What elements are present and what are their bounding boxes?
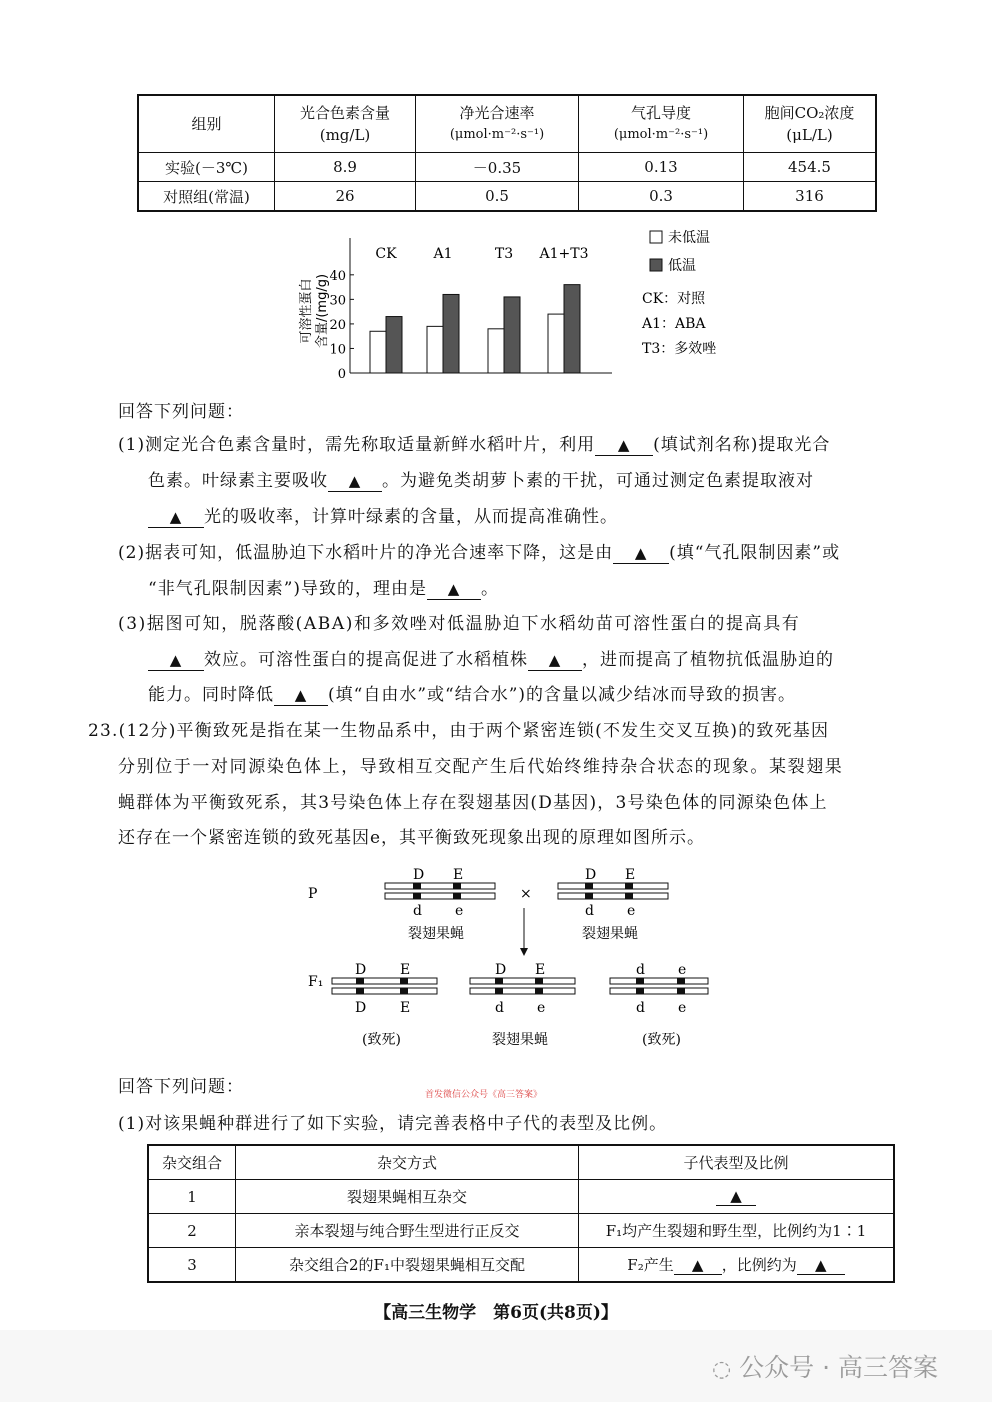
q23-line3: 蝇群体为平衡致死系，其3号染色体上存在裂翅基因(D基因)，3号染色体的同源染色体上 [118, 793, 828, 813]
bar-cold [386, 317, 402, 373]
parent-2-chromosomes [558, 867, 668, 942]
svg-text:E: E [625, 867, 636, 883]
table-row: 2 亲本裂翅与纯合野生型进行正反交 F₁均产生裂翅和野生型，比例约为1∶1 [148, 1214, 894, 1248]
q22-part3-line3: 能力。同时降低 ▲ (填“自由水”或“结合水”)的含量以减少结冰而导致的损害。 [148, 685, 797, 705]
th-co2: 胞间CO₂浓度 (μL/L) [744, 95, 877, 153]
svg-text:裂翅果蝇: 裂翅果蝇 [582, 926, 638, 942]
th-net-rate: 净光合速率 (μmol·m⁻²·s⁻¹) [416, 95, 579, 153]
bar-no-cold [488, 329, 504, 373]
svg-text:e: e [455, 903, 464, 919]
cross-arrow [520, 908, 528, 956]
f1-lethal-de [610, 962, 708, 1048]
table-row: 1 裂翅果蝇相互杂交 ▲ [148, 1180, 894, 1214]
svg-text:D: D [355, 1000, 367, 1016]
th-stomatal: 气孔导度 (μmol·m⁻²·s⁻¹) [579, 95, 744, 153]
q23-part1: (1)对该果蝇种群进行了如下实验，请完善表格中子代的表型及比例。 [118, 1114, 668, 1134]
q22-part2-line2: “非气孔限制因素”)导致的，理由是 ▲ 。 [148, 579, 500, 599]
wechat-watermark: ◌ 公众号 · 高三答案 [712, 1353, 938, 1382]
th-offspring: 子代表型及比例 [579, 1145, 895, 1180]
svg-text:e: e [627, 903, 636, 919]
svg-text:e: e [678, 1000, 687, 1016]
label-f1: F₁ [308, 974, 324, 990]
svg-text:E: E [535, 962, 546, 978]
label-p: P [308, 886, 318, 902]
svg-text:D: D [413, 867, 425, 883]
svg-text:d: d [636, 962, 645, 978]
svg-text:(致死): (致死) [642, 1032, 681, 1048]
q23-line1: 23.(12分)平衡致死是指在某一生物品系中，由于两个紧密连锁(不发生交叉互换)的致死基因 [88, 721, 830, 741]
svg-text:e: e [537, 1000, 546, 1016]
bar-cold [564, 285, 580, 373]
answer-intro: 回答下列问题： [118, 402, 244, 422]
legend-note: A1：ABA [642, 316, 706, 332]
svg-text:d: d [585, 903, 594, 919]
bar-no-cold [427, 326, 443, 373]
y-tick-label: 30 [329, 293, 346, 309]
category-label: A1 [433, 246, 453, 262]
table-row: 对照组(常温) 26 0.5 0.3 316 [138, 182, 876, 212]
svg-text:裂翅果蝇: 裂翅果蝇 [492, 1032, 548, 1048]
legend-swatch [650, 259, 662, 271]
svg-text:D: D [355, 962, 367, 978]
f1-split-wing [470, 962, 575, 1048]
wechat-icon: ◌ [712, 1357, 732, 1382]
legend-label: 低温 [668, 258, 696, 274]
th-cross-id: 杂交组合 [148, 1145, 236, 1180]
th-pigment: 光合色素含量 (mg/L) [275, 95, 416, 153]
svg-text:d: d [636, 1000, 645, 1016]
q23-line2: 分别位于一对同源染色体上，导致相互交配产生后代始终维持杂合状态的现象。某裂翅果 [118, 757, 844, 777]
q23-line4: 还存在一个紧密连锁的致死基因e，其平衡致死现象出现的原理如图所示。 [118, 828, 706, 848]
svg-text:D: D [585, 867, 597, 883]
svg-text:e: e [678, 962, 687, 978]
publisher-stamp: 首发微信公众号《高三答案》 [425, 1090, 543, 1100]
y-tick-label: 20 [329, 317, 346, 333]
y-axis-label: 可溶性蛋白 [299, 278, 314, 344]
category-label: A1+T3 [539, 246, 589, 262]
legend-swatch [650, 231, 662, 243]
svg-text:d: d [495, 1000, 504, 1016]
q23-answer-intro: 回答下列问题： [118, 1077, 244, 1097]
y-axis-label-2: 含量/(mg/g) [315, 273, 330, 349]
page-footer: 【高三生物学 第6页(共8页)】 [374, 1303, 618, 1323]
category-label: T3 [494, 246, 514, 262]
category-label: CK [375, 246, 397, 262]
cross-table [147, 1144, 895, 1283]
legend-note: T3：多效唑 [642, 341, 717, 357]
svg-text:d: d [413, 903, 422, 919]
q22-part3-line2: ▲ 效应。可溶性蛋白的提高促进了水稻植株 ▲ ，进而提高了植物抗低温胁迫的 [148, 645, 834, 671]
y-tick-label: 0 [337, 367, 346, 382]
svg-text:E: E [400, 1000, 411, 1016]
th-group: 组别 [138, 95, 275, 153]
svg-text:裂翅果蝇: 裂翅果蝇 [408, 926, 464, 942]
q22-part1-line2: 色素。叶绿素主要吸收 ▲ 。为避免类胡萝卜素的干扰，可通过测定色素提取液对 [148, 471, 814, 491]
parent-1-chromosomes [385, 867, 495, 942]
bar-no-cold [548, 314, 564, 373]
svg-text:E: E [453, 867, 464, 883]
svg-text:(致死): (致死) [362, 1032, 401, 1048]
svg-text:D: D [495, 962, 507, 978]
bar-cold [443, 294, 459, 373]
bar-no-cold [370, 331, 386, 373]
y-tick-label: 10 [329, 342, 346, 358]
y-tick-label: 40 [329, 268, 346, 284]
legend-note: CK：对照 [642, 291, 706, 307]
th-cross-method: 杂交方式 [236, 1145, 579, 1180]
q22-part1-line3: ▲ 光的吸收率，计算叶绿素的含量，从而提高准确性。 [148, 502, 618, 528]
table-row: 3 杂交组合2的F₁中裂翅果蝇相互交配 F₂产生 ▲ ，比例约为 ▲ [148, 1248, 894, 1283]
q22-part2-line1: (2)据表可知，低温胁迫下水稻叶片的净光合速率下降，这是由 ▲ (填“气孔限制因素”或 [118, 543, 841, 563]
svg-text:E: E [400, 962, 411, 978]
cross-symbol: × [520, 886, 532, 902]
soluble-protein-chart [280, 225, 740, 385]
bar-cold [504, 297, 520, 373]
q22-part1-line1: (1)测定光合色素含量时，需先称取适量新鲜水稻叶片，利用 ▲ (填试剂名称)提取光合 [118, 435, 831, 455]
legend-label: 未低温 [668, 230, 710, 246]
q22-part3-line1: (3)据图可知，脱落酸(ABA)和多效唑对低温胁迫下水稻幼苗可溶性蛋白的提高具有 [118, 614, 801, 634]
f1-lethal-DE [332, 962, 437, 1048]
table-row: 实验(－3℃) 8.9 －0.35 0.13 454.5 [138, 153, 876, 182]
balanced-lethal-diagram [290, 860, 710, 1060]
data-table-photosynthesis [137, 94, 877, 212]
